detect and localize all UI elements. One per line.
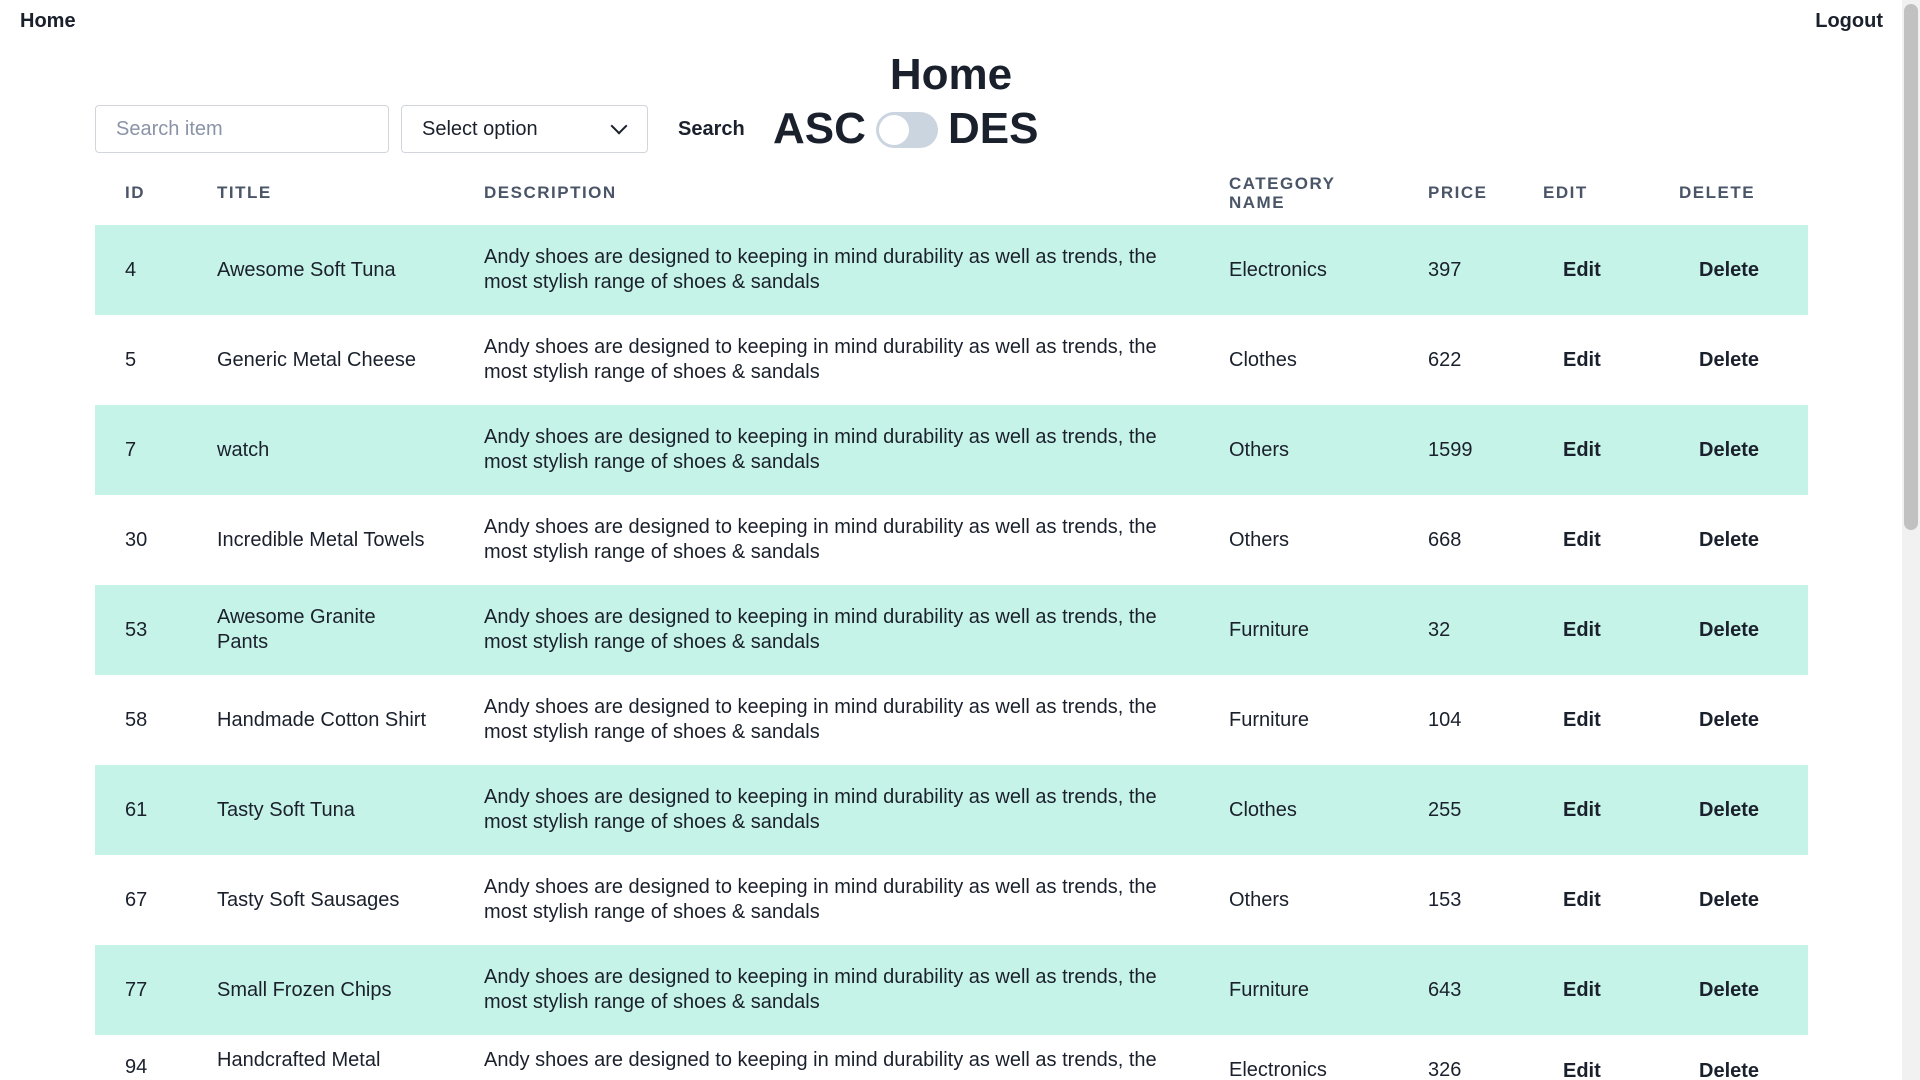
cell-category: Clothes <box>1229 348 1297 371</box>
nav-home-link[interactable]: Home <box>20 10 76 32</box>
edit-button[interactable]: Edit <box>1543 619 1621 642</box>
cell-description: Andy shoes are designed to keeping in mind durability as well as trends, the most stylish range of shoes & sandals <box>484 696 1157 743</box>
cell-description: Andy shoes are designed to keeping in mind durability as well as trends, the most stylish range of shoes & sandals <box>484 336 1157 383</box>
cell-title: Handmade Cotton Shirt <box>217 708 427 731</box>
cell-price: 104 <box>1428 708 1462 731</box>
cell-category: Electronics <box>1229 1059 1327 1080</box>
cell-category: Electronics <box>1229 258 1327 281</box>
table-row <box>95 585 1808 675</box>
products-table <box>95 160 1808 1080</box>
header-delete: DELETE <box>1679 183 1756 202</box>
table-row <box>95 945 1808 1035</box>
edit-button[interactable]: Edit <box>1543 799 1621 822</box>
cell-price: 397 <box>1428 258 1462 281</box>
chevron-down-icon <box>611 118 628 135</box>
page-scrollbar[interactable] <box>1902 0 1920 1080</box>
cell-category: Furniture <box>1229 708 1310 731</box>
table-header <box>95 160 1808 225</box>
edit-button[interactable]: Edit <box>1543 349 1621 372</box>
cell-id: 53 <box>125 618 148 641</box>
table-row <box>95 225 1808 315</box>
option-select-label: Select option <box>422 117 538 140</box>
edit-button[interactable]: Edit <box>1543 529 1621 552</box>
table-row <box>95 405 1808 495</box>
sort-asc-label: ASC <box>773 104 866 153</box>
cell-category: Clothes <box>1229 798 1297 821</box>
cell-description: Andy shoes are designed to keeping in mind durability as well as trends, the most stylish range of shoes & sandals <box>484 966 1157 1013</box>
header-edit: EDIT <box>1543 183 1588 202</box>
search-input[interactable] <box>95 105 389 153</box>
cell-title: Awesome Granite Pants <box>217 606 376 653</box>
cell-description: Andy shoes are designed to keeping in mind durability as well as trends, the most stylish range of shoes & sandals <box>484 606 1157 653</box>
cell-description: Andy shoes are designed to keeping in mind durability as well as trends, the most stylish range of shoes & sandals <box>484 516 1157 563</box>
cell-description: Andy shoes are designed to keeping in mind durability as well as trends, the most stylish range of shoes & sandals <box>484 876 1157 923</box>
header-id: ID <box>125 183 145 202</box>
delete-button[interactable]: Delete <box>1679 439 1779 462</box>
delete-button[interactable]: Delete <box>1679 619 1779 642</box>
edit-button[interactable]: Edit <box>1543 979 1621 1002</box>
delete-button[interactable]: Delete <box>1679 799 1779 822</box>
cell-title: Generic Metal Cheese <box>217 348 416 371</box>
cell-id: 94 <box>125 1056 148 1078</box>
sort-order-toggle[interactable] <box>876 112 938 148</box>
cell-category: Furniture <box>1229 618 1310 641</box>
header-price: PRICE <box>1428 183 1488 202</box>
edit-button[interactable]: Edit <box>1543 889 1621 912</box>
cell-description: Andy shoes are designed to keeping in mind durability as well as trends, the most stylish range of shoes & sandals <box>484 426 1157 473</box>
cell-price: 1599 <box>1428 438 1473 461</box>
cell-category: Others <box>1229 528 1290 551</box>
table-row <box>95 855 1808 945</box>
cell-category: Furniture <box>1229 978 1310 1001</box>
delete-button[interactable]: Delete <box>1679 349 1779 372</box>
table-row <box>95 765 1808 855</box>
cell-id: 5 <box>125 348 137 371</box>
table-row <box>95 675 1808 765</box>
cell-title: Tasty Soft Sausages <box>217 888 400 911</box>
delete-button[interactable]: Delete <box>1679 259 1779 282</box>
cell-description: Andy shoes are designed to keeping in mind durability as well as trends, the most stylish range of shoes & sandals <box>484 786 1157 833</box>
cell-id: 7 <box>125 438 137 461</box>
edit-button[interactable]: Edit <box>1543 1060 1621 1080</box>
delete-button[interactable]: Delete <box>1679 1060 1779 1080</box>
option-select[interactable] <box>401 105 648 153</box>
cell-title: Tasty Soft Tuna <box>217 798 355 821</box>
cell-id: 67 <box>125 888 148 911</box>
toggle-knob <box>879 115 909 145</box>
cell-price: 622 <box>1428 348 1462 371</box>
search-button[interactable]: Search <box>668 112 755 146</box>
edit-button[interactable]: Edit <box>1543 259 1621 282</box>
cell-price: 643 <box>1428 978 1462 1001</box>
cell-price: 326 <box>1428 1059 1462 1080</box>
delete-button[interactable]: Delete <box>1679 709 1779 732</box>
edit-button[interactable]: Edit <box>1543 439 1621 462</box>
header-title: TITLE <box>217 183 272 202</box>
cell-title: Awesome Soft Tuna <box>217 258 396 281</box>
scrollbar-thumb[interactable] <box>1904 4 1918 530</box>
logout-button[interactable]: Logout <box>1815 10 1883 32</box>
cell-title: watch <box>217 438 270 461</box>
cell-title: Incredible Metal Towels <box>217 528 425 551</box>
header-description: DESCRIPTION <box>484 183 617 202</box>
table-row <box>95 495 1808 585</box>
delete-button[interactable]: Delete <box>1679 529 1779 552</box>
cell-id: 4 <box>125 258 137 281</box>
delete-button[interactable]: Delete <box>1679 889 1779 912</box>
cell-price: 32 <box>1428 618 1451 641</box>
cell-description: Andy shoes are designed to keeping in mind durability as well as trends, the <box>484 1049 1157 1071</box>
cell-price: 668 <box>1428 528 1462 551</box>
edit-button[interactable]: Edit <box>1543 709 1621 732</box>
cell-id: 61 <box>125 798 148 821</box>
cell-id: 77 <box>125 978 148 1001</box>
cell-category: Others <box>1229 888 1290 911</box>
page-title: Home <box>889 50 1013 99</box>
cell-price: 255 <box>1428 798 1462 821</box>
table-row <box>95 315 1808 405</box>
cell-title: Small Frozen Chips <box>217 978 392 1001</box>
delete-button[interactable]: Delete <box>1679 979 1779 1002</box>
cell-id: 58 <box>125 708 148 731</box>
cell-id: 30 <box>125 528 148 551</box>
cell-category: Others <box>1229 438 1290 461</box>
header-category-name: CATEGORY NAME <box>1229 173 1336 212</box>
cell-title: Handcrafted Metal <box>217 1049 381 1071</box>
table-row <box>95 1035 1808 1080</box>
cell-price: 153 <box>1428 888 1462 911</box>
sort-des-label: DES <box>948 104 1039 153</box>
cell-description: Andy shoes are designed to keeping in mind durability as well as trends, the most stylish range of shoes & sandals <box>484 246 1157 293</box>
